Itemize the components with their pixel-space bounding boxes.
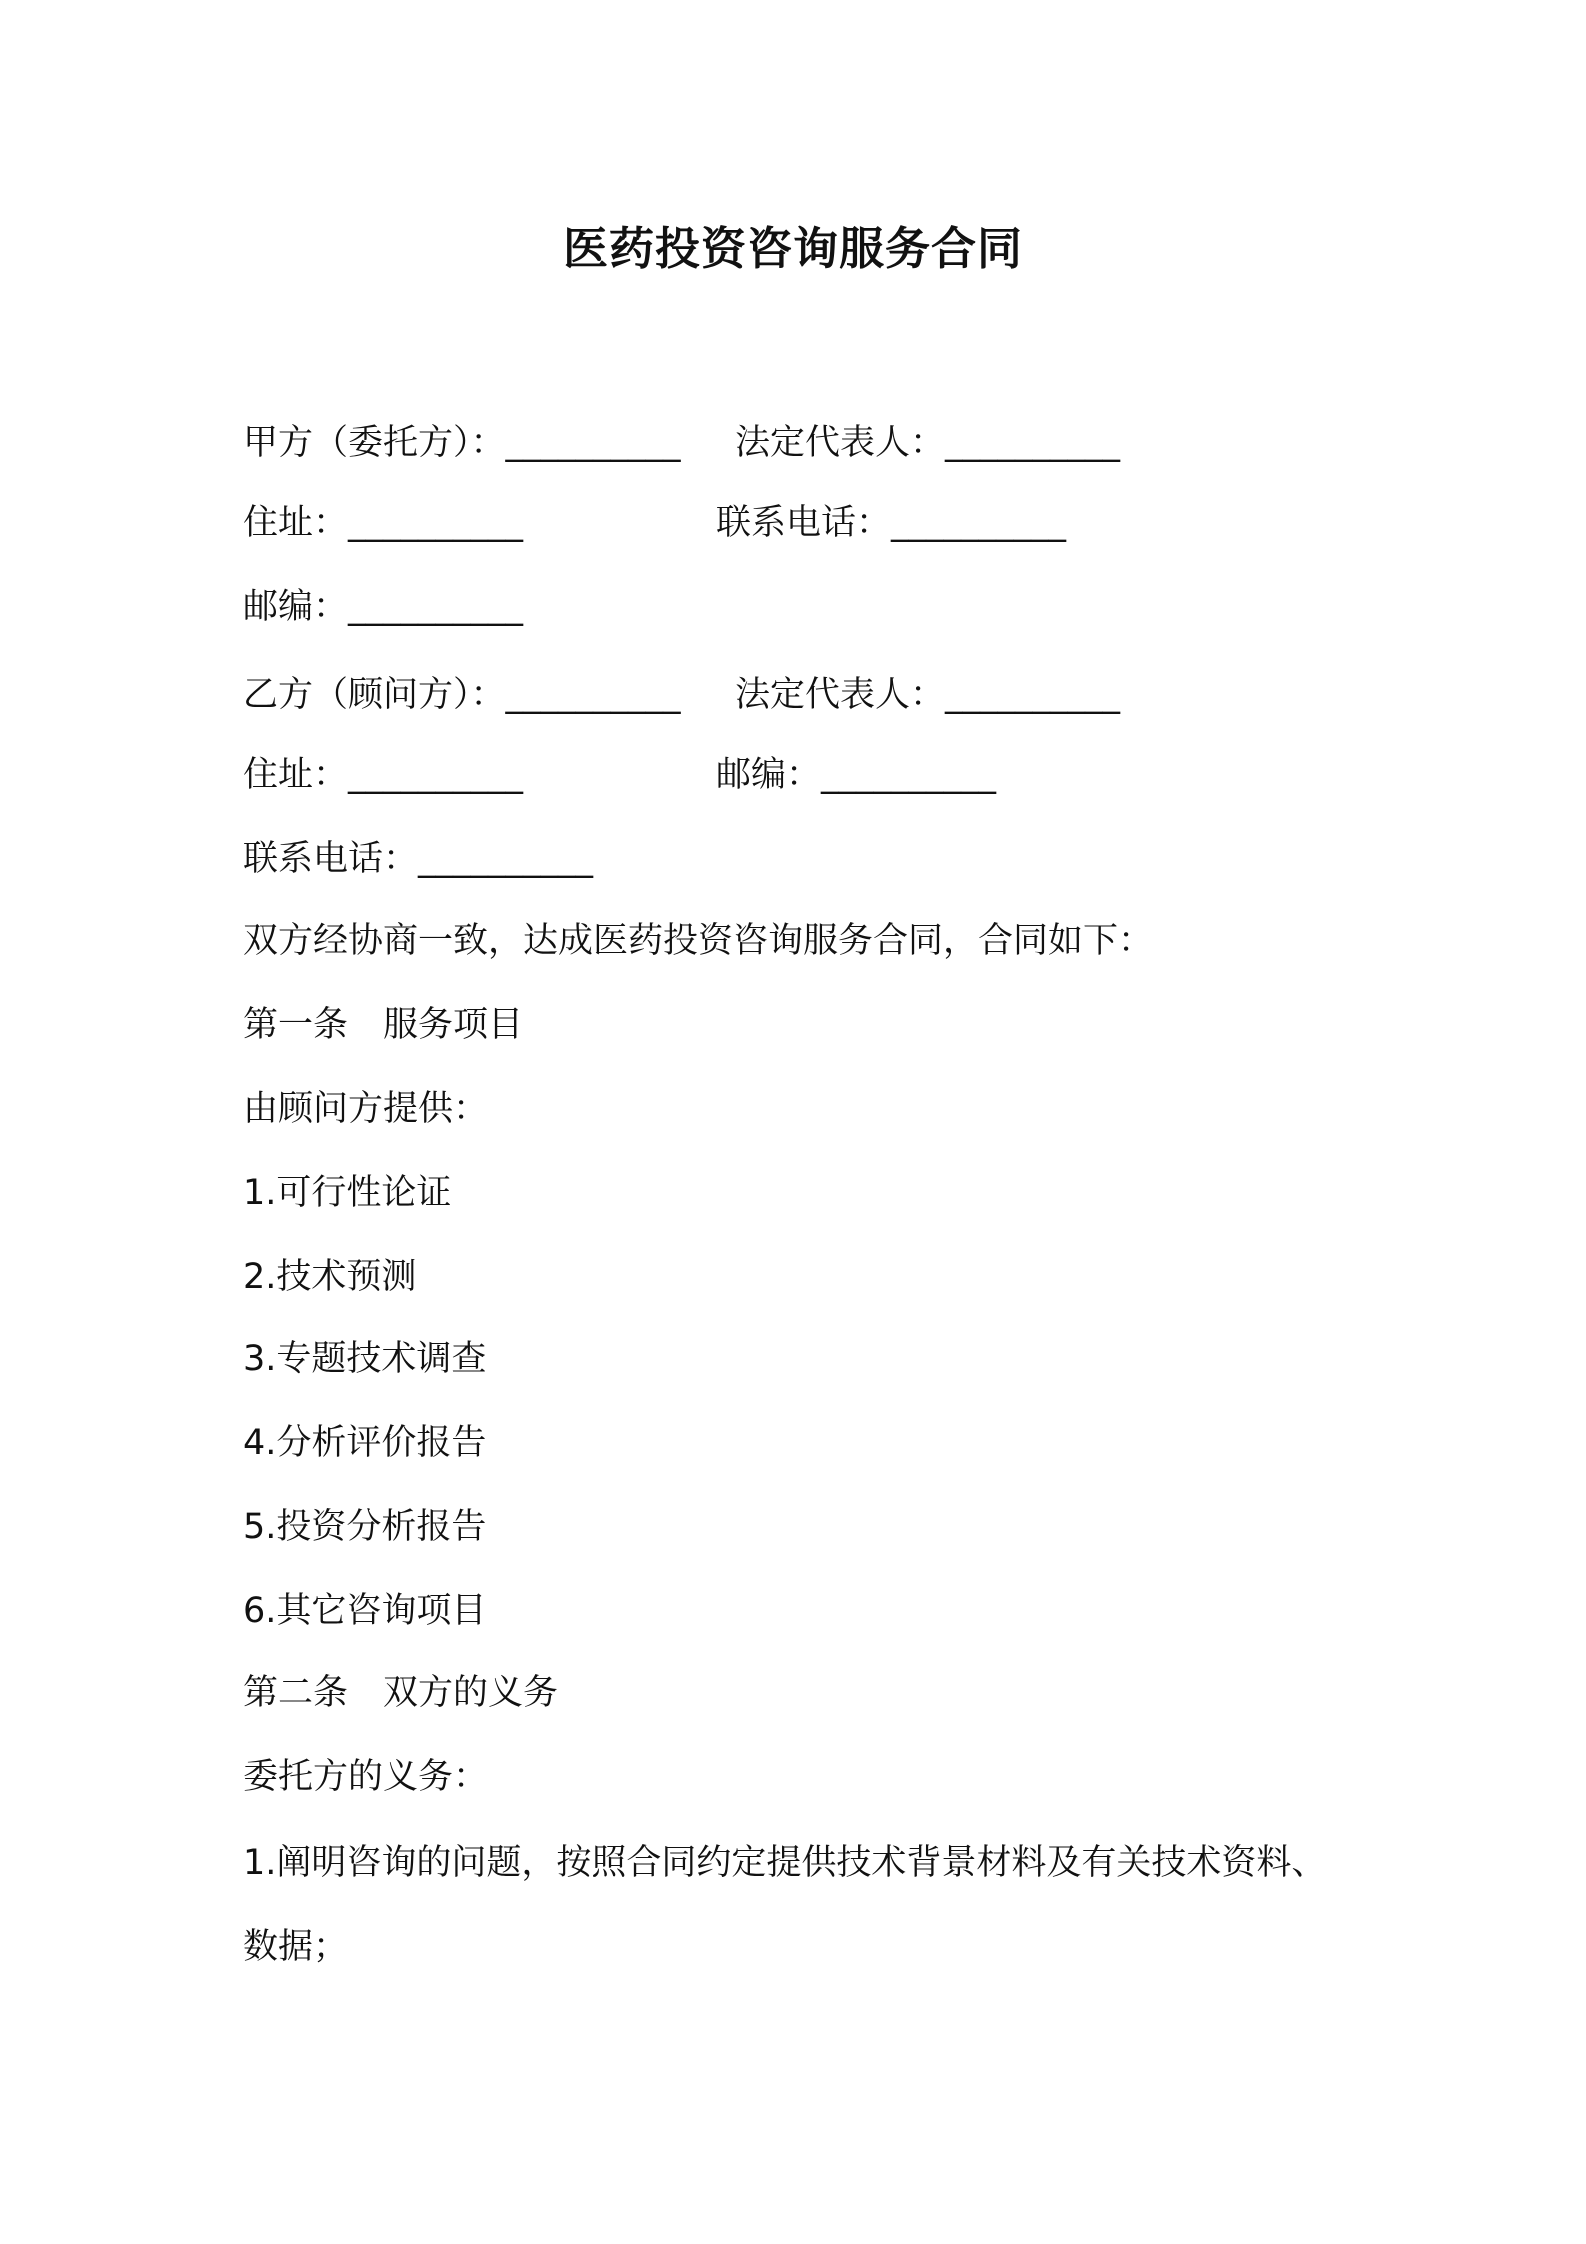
party-b-address-blank[interactable]: __________ <box>348 755 524 795</box>
list-item: 1.可行性论证 <box>243 1173 452 1213</box>
list-item: 5.投资分析报告 <box>243 1507 487 1547</box>
article-2-lead: 委托方的义务： <box>243 1757 489 1797</box>
list-item: 2.技术预测 <box>243 1257 417 1297</box>
party-a-row <box>243 418 681 468</box>
party-b-label: 乙方（顾问方）： <box>243 675 506 715</box>
party-a-address-blank[interactable]: __________ <box>348 503 524 543</box>
party-b-rep-row <box>735 670 1120 720</box>
article-1-heading: 第一条 服务项目 <box>243 1005 524 1045</box>
party-b-rep-blank[interactable]: __________ <box>945 675 1121 715</box>
party-b-zip-label: 邮编： <box>716 755 822 795</box>
party-a-zip-label: 邮编： <box>243 587 349 627</box>
party-b-row <box>243 670 681 720</box>
party-a-address-row <box>243 498 523 548</box>
article-2-heading: 第二条 双方的义务 <box>243 1673 559 1713</box>
party-a-phone-row <box>716 498 1066 548</box>
article-1-lead: 由顾问方提供： <box>243 1089 489 1129</box>
article-2-item-1-line-1: 1.阐明咨询的问题，按照合同约定提供技术背景材料及有关技术资料、 <box>243 1843 1327 1883</box>
party-b-zip-blank[interactable]: __________ <box>821 755 997 795</box>
party-b-address-label: 住址： <box>243 755 349 795</box>
party-a-rep-row <box>735 418 1120 468</box>
party-a-name-blank[interactable]: __________ <box>505 423 681 463</box>
list-item: 4.分析评价报告 <box>243 1423 487 1463</box>
article-2-item-1-line-2: 数据； <box>243 1927 349 1967</box>
party-a-phone-label: 联系电话： <box>716 503 892 543</box>
party-a-zip-blank[interactable]: __________ <box>348 587 524 627</box>
list-item: 3.专题技术调查 <box>243 1339 487 1379</box>
party-a-rep-label: 法定代表人： <box>735 423 946 463</box>
party-a-label: 甲方（委托方）： <box>243 423 506 463</box>
party-a-address-label: 住址： <box>243 503 349 543</box>
party-b-phone-blank[interactable]: __________ <box>418 839 594 879</box>
intro-paragraph: 双方经协商一致，达成医药投资咨询服务合同，合同如下： <box>243 921 1154 961</box>
list-item: 6.其它咨询项目 <box>243 1591 487 1631</box>
party-b-zip-row <box>716 750 996 800</box>
party-b-rep-label: 法定代表人： <box>735 675 946 715</box>
party-a-rep-blank[interactable]: __________ <box>945 423 1121 463</box>
party-a-phone-blank[interactable]: __________ <box>891 503 1067 543</box>
party-b-address-row <box>243 750 523 800</box>
party-b-phone-label: 联系电话： <box>243 839 419 879</box>
party-b-phone-row <box>243 834 593 884</box>
page-title: 医药投资咨询服务合同 <box>562 222 1023 275</box>
party-a-zip-row <box>243 582 523 632</box>
party-b-name-blank[interactable]: __________ <box>505 675 681 715</box>
